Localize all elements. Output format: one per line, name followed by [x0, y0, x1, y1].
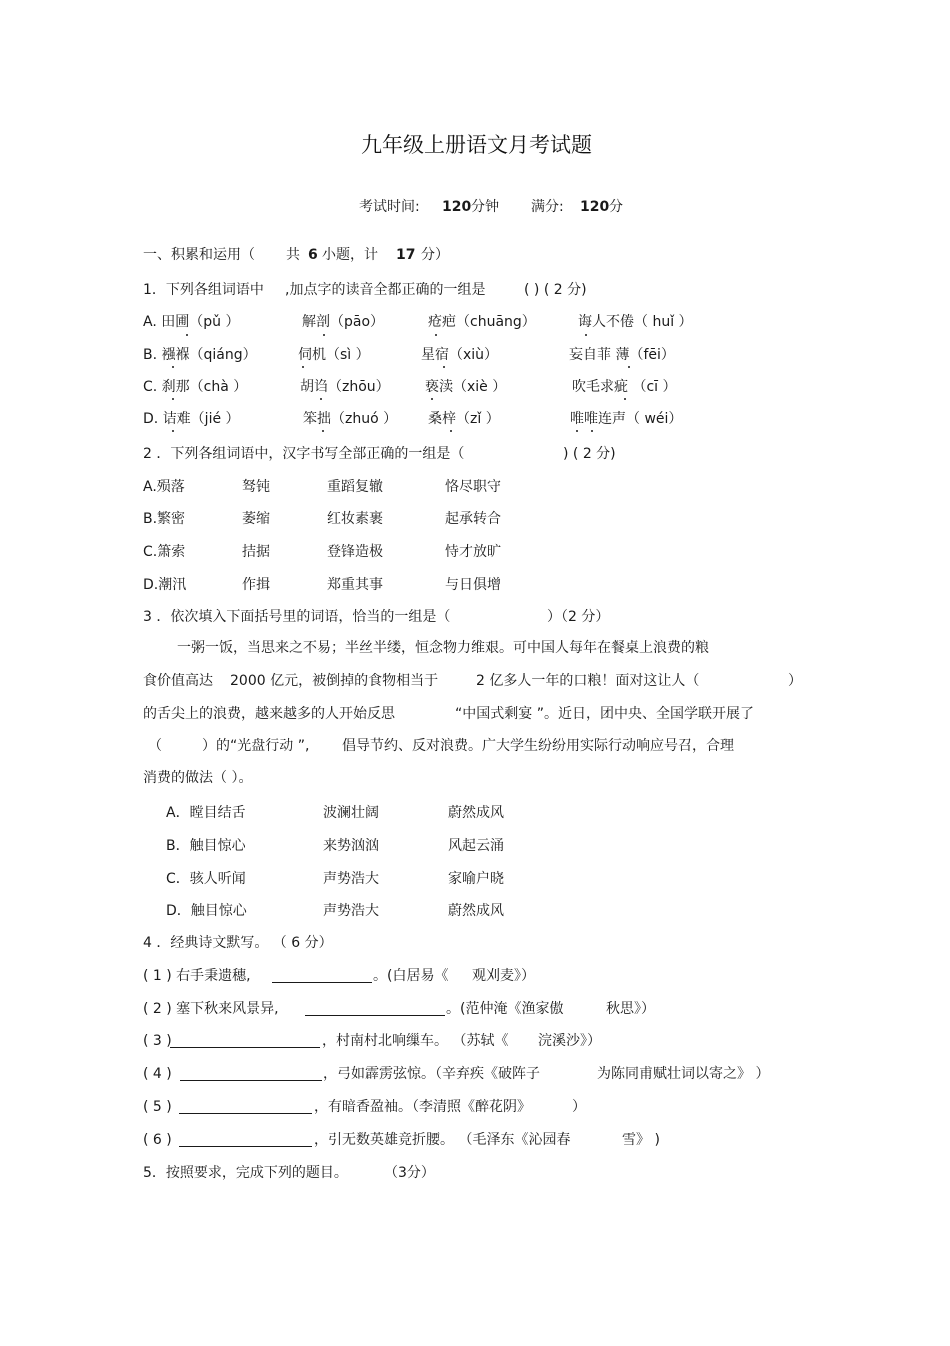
emphasis-dot — [186, 334, 188, 336]
q2-stem: 2 ．下列各组词语中，汉字书写全部正确的一组是（ — [143, 446, 465, 462]
q4-line-3-blank[interactable] — [170, 1033, 320, 1048]
emphasis-dot — [450, 430, 452, 432]
q2-option-b-1: B.繁密 — [143, 511, 186, 527]
q4-line-4-blank[interactable] — [180, 1066, 322, 1081]
section-heading-f: 分） — [421, 247, 449, 263]
q1-option-d-2: 笨拙（zhuó ） — [303, 411, 398, 427]
q4-line-2-source-2: 秋思》） — [606, 1001, 655, 1017]
section-heading-score: 17 — [396, 247, 416, 263]
q2-option-d-1: D.潮汛 — [143, 577, 187, 593]
emphasis-dot — [624, 398, 626, 400]
q3-stem: 3 ．依次填入下面括号里的词语，恰当的一组是（ — [143, 609, 451, 625]
q2-option-b-2: 萎缩 — [242, 511, 270, 527]
exam-time-label: 考试时间: — [359, 199, 420, 215]
q3-option-b-1: B．触目惊心 — [166, 838, 246, 854]
q3-passage-line-4b: ）的“光盘行动 ”, — [202, 738, 310, 754]
emphasis-dot — [585, 334, 587, 336]
q1-option-a-4: 诲人不倦（ huǐ ） — [578, 314, 693, 330]
emphasis-dot — [591, 430, 593, 432]
section-heading-b: 共 — [286, 247, 300, 263]
q5-score: （3分） — [384, 1165, 435, 1181]
q4-line-6-source-2: 雪》 ) — [622, 1132, 660, 1148]
emphasis-dot — [435, 334, 437, 336]
emphasis-dot — [443, 366, 445, 368]
q1-option-a-1: A. 田圃（pǔ ） — [143, 314, 240, 330]
q1-option-c-4: 吹毛求疵 （cī ） — [572, 379, 677, 395]
section-heading-a: 一、积累和运用（ — [143, 247, 255, 263]
q3-passage-line-2b: 2000 亿元，被倒掉的食物相当于 — [230, 673, 439, 689]
q2-option-d-2: 作揖 — [242, 577, 270, 593]
emphasis-dot — [302, 366, 304, 368]
q2-option-d-4: 与日俱增 — [445, 577, 501, 593]
q2-option-b-4: 起承转合 — [445, 511, 501, 527]
q1-stem: 1．下列各组词语中 — [143, 282, 264, 298]
q4-line-1-blank[interactable] — [272, 968, 372, 983]
q4-line-3-source: ，村南村北响缫车。 （苏轼《 — [322, 1033, 509, 1049]
q4-line-4-source-2: 为陈同甫赋壮词以寄之》 ） — [597, 1066, 770, 1082]
q2-answer-paren: ) ( 2 分) — [563, 446, 616, 462]
q2-option-a-2: 驽钝 — [242, 479, 270, 495]
q1-answer-paren: ( ) ( 2 分) — [524, 282, 587, 298]
q1-option-d-3: 桑梓（zǐ ） — [428, 411, 500, 427]
q3-option-a-2: 波澜壮阔 — [323, 805, 379, 821]
q2-option-c-4: 恃才放旷 — [445, 544, 501, 560]
emphasis-dot — [576, 430, 578, 432]
emphasis-dot — [322, 430, 324, 432]
q2-option-a-4: 恪尽职守 — [445, 479, 501, 495]
emphasis-dot — [628, 366, 630, 368]
q2-option-c-2: 拮据 — [242, 544, 270, 560]
q4-line-4-prefix: ( 4 ) — [143, 1066, 172, 1082]
q4-line-3-prefix: ( 3 ) — [143, 1033, 172, 1049]
emphasis-dot — [320, 398, 322, 400]
q4-line-6-blank[interactable] — [179, 1132, 312, 1147]
q4-line-5-source: ，有暗香盈袖。（李清照《醉花阴》 — [314, 1099, 531, 1115]
exam-time-value: 120 — [442, 199, 472, 215]
q4-line-1-source-2: 观刈麦》） — [472, 968, 535, 984]
full-score-value: 120 — [580, 199, 610, 215]
emphasis-dot — [172, 366, 174, 368]
emphasis-dot — [172, 430, 174, 432]
q1-option-a-2: 解剖（pāo） — [302, 314, 385, 330]
q3-passage-line-2d: ） — [788, 673, 802, 689]
q2-option-a-1: A.殒落 — [143, 479, 185, 495]
q1-option-b-1: B. 襁褓（qiáng） — [143, 347, 257, 363]
full-score-label: 满分: — [531, 199, 564, 215]
q3-option-d-1: D．触目惊心 — [166, 903, 247, 919]
q3-passage-line-3a: 的舌尖上的浪费，越来越多的人开始反思 — [143, 706, 395, 722]
q4-line-1-source: 。(白居易《 — [373, 968, 449, 984]
q3-option-c-2: 声势浩大 — [323, 871, 379, 887]
full-score-unit: 分 — [609, 199, 623, 215]
q3-passage-line-5: 消费的做法（ ）。 — [143, 770, 253, 786]
q3-option-b-3: 风起云涌 — [448, 838, 504, 854]
exam-time-unit: 分钟 — [471, 199, 499, 215]
q2-option-d-3: 郑重其事 — [327, 577, 383, 593]
q3-option-d-2: 声势浩大 — [323, 903, 379, 919]
q3-passage-line-4a: （ — [148, 738, 162, 754]
emphasis-dot — [323, 334, 325, 336]
q4-line-6-source: ，引无数英雄竞折腰。 （毛泽东《沁园春 — [314, 1132, 571, 1148]
q4-line-4-source: ，弓如霹雳弦惊。（辛弃疾《破阵子 — [323, 1066, 540, 1082]
q3-option-b-2: 来势汹汹 — [323, 838, 379, 854]
q1-option-c-1: C. 刹那（chà ） — [143, 379, 248, 395]
section-heading-d: 小题，计 — [322, 247, 378, 263]
q4-line-6-prefix: ( 6 ) — [143, 1132, 172, 1148]
q2-option-c-3: 登锋造极 — [327, 544, 383, 560]
q4-line-1-prefix: ( 1 ) 右手秉遗穗, — [143, 968, 251, 984]
q1-option-d-4: 唯唯连声（ wéi） — [570, 411, 683, 427]
q4-line-2-blank[interactable] — [305, 1001, 445, 1016]
q2-option-c-1: C.箫索 — [143, 544, 186, 560]
q4-line-2-prefix: ( 2 ) 塞下秋来风景异, — [143, 1001, 279, 1017]
q3-option-a-1: A．瞠目结舌 — [166, 805, 246, 821]
q5-stem: 5．按照要求，完成下列的题目。 — [143, 1165, 348, 1181]
q4-line-2-source: 。(范仲淹《渔家傲 — [446, 1001, 564, 1017]
q1-option-b-3: 星宿（xiù） — [421, 347, 499, 363]
q3-option-c-1: C．骇人听闻 — [166, 871, 246, 887]
q3-option-d-3: 蔚然成风 — [448, 903, 504, 919]
q3-option-c-3: 家喻户晓 — [448, 871, 504, 887]
q3-passage-line-2a: 食价值高达 — [143, 673, 213, 689]
page-title: 九年级上册语文月考试题 — [361, 133, 592, 157]
q2-option-b-3: 红妆素裹 — [327, 511, 383, 527]
section-heading-count: 6 — [308, 247, 318, 263]
q4-line-5-source-2: ） — [572, 1099, 586, 1115]
q1-option-a-3: 疮疤（chuāng） — [428, 314, 536, 330]
q3-passage-line-3b: “中国式剩宴 ”。近日，团中央、全国学联开展了 — [455, 706, 754, 722]
emphasis-dot — [431, 398, 433, 400]
q3-passage-line-2c: 2 亿多人一年的口粮！面对这让人（ — [476, 673, 700, 689]
q3-option-a-3: 蔚然成风 — [448, 805, 504, 821]
q1-option-c-3: 亵渎（xiè ） — [425, 379, 507, 395]
emphasis-dot — [172, 398, 174, 400]
q4-line-3-source-2: 浣溪沙》） — [538, 1033, 601, 1049]
q4-stem: 4 ．经典诗文默写。 （ 6 分） — [143, 935, 333, 951]
q1-option-b-4: 妄自菲 薄（fēi） — [569, 347, 675, 363]
q3-passage-line-1: 一粥一饭，当思来之不易；半丝半缕，恒念物力维艰。可中国人每年在餐桌上浪费的粮 — [177, 640, 709, 656]
q1-option-b-2: 伺机（sì ） — [298, 347, 370, 363]
q1-option-c-2: 胡诌（zhōu） — [300, 379, 390, 395]
q1-stem-2: ,加点字的读音全都正确的一组是 — [285, 282, 486, 298]
q4-line-5-prefix: ( 5 ) — [143, 1099, 172, 1115]
q2-option-a-3: 重蹈复辙 — [327, 479, 383, 495]
q1-option-d-1: D. 诘难（jié ） — [143, 411, 240, 427]
q3-answer-paren: ）（2 分） — [547, 609, 610, 625]
q3-passage-line-4c: 倡导节约、反对浪费。广大学生纷纷用实际行动响应号召，合理 — [342, 738, 734, 754]
q4-line-5-blank[interactable] — [179, 1099, 312, 1114]
